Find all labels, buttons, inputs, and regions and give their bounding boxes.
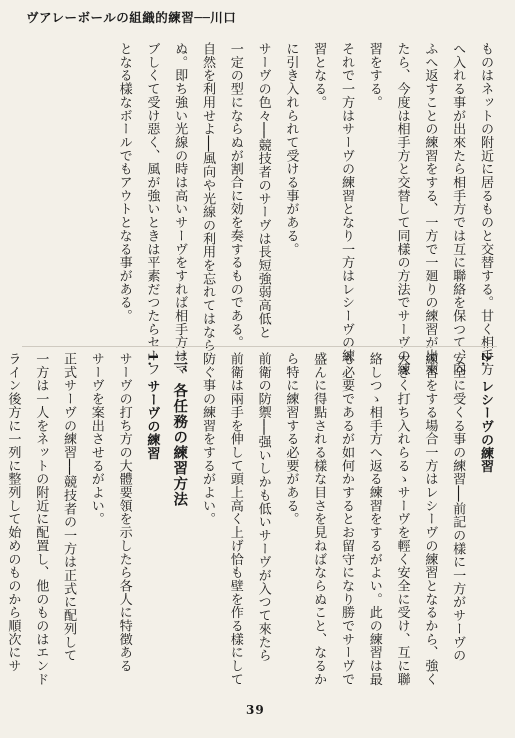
- text-line: ブしくて受け惡く、風が強いときは平素だつたらセーフ: [144, 42, 160, 376]
- upper-text-block: [39, 42, 499, 376]
- text-line: サーヴの色々──競技者のサーヴは長短強弱高低と: [255, 42, 271, 339]
- text-line: 前衛の防禦──强いしかも低いサーヴが入つて來たら: [255, 352, 271, 662]
- text-line: 習をする。: [366, 42, 382, 109]
- text-line: 盛んに得點される樣な目さを見ねばならぬこと、なるか: [311, 352, 327, 686]
- text-line: に引き入れられて受ける事がある。: [283, 42, 299, 256]
- text-line: へ入れる事が出來たら相手方では互に聯絡を保つて、向: [450, 42, 466, 376]
- column-divider: [22, 346, 497, 347]
- text-line: 一方は一人をネットの附近に配置し、他のものはエンド: [33, 352, 49, 686]
- text-line: となる樣なボールでもアウトとなる事がある。: [116, 42, 132, 323]
- text-line: たら、今度は相手方と交替して同樣の方法でサーヴの練: [394, 42, 410, 376]
- text-line: 一定の型にならぬが割合に効を奏するものである。: [227, 42, 243, 350]
- section-heading: 二、各任務の練習方法: [171, 352, 189, 507]
- page-number: 39: [246, 703, 265, 717]
- text-line: ものはネットの附近に居るものと交替する。甘く相手方: [478, 42, 493, 376]
- text-line: 絡しつゝ相手方へ返る練習をするがよい。此の練習は最: [366, 352, 382, 686]
- text-line: も必要であるが如何かするとお留守になり勝でサーヴで: [339, 352, 355, 686]
- text-line: 正式サーヴの練習──競技者の一方は正式に配列して: [61, 352, 77, 662]
- text-line: 前衛は兩手を伸して頭上高く上げ恰も壁を作る樣にして: [227, 352, 243, 686]
- text-line: 安全に受くる事の練習──前記の樣に一方がサーヴの: [450, 352, 466, 662]
- text-line: ふへ返すことの練習をする、一方で一廻りの練習が出來: [422, 42, 438, 376]
- text-line: サーヴの打ち方の大體要領を示したら各人に特徴ある: [116, 352, 132, 673]
- subsection-heading: 1. サーヴの練習: [144, 352, 160, 460]
- text-line: ら特に練習する必要がある。: [283, 352, 299, 526]
- text-line: 防ぐ事の練習をするがよい。: [200, 352, 216, 526]
- text-line: それで一方はサーヴの練習となり一方はレシーヴの練: [339, 42, 355, 363]
- subsection-heading: 2. レシーヴの練習: [478, 352, 493, 473]
- text-line: 大きく打ち入れらるゝサーヴを輕く安全に受け、互に聯: [394, 352, 410, 686]
- text-line: サーヴを案出させるがよい。: [88, 352, 104, 526]
- text-line: 習となる。: [311, 42, 327, 109]
- text-line: 自然を利用せよ──風向や光線の利用を忘れてはなら: [200, 42, 216, 352]
- text-line: ぬ。即ち強い光線の時は高いサーヴをすれば相手方はマ: [172, 42, 188, 376]
- running-header: ヴアレーボールの組織的練習──川口: [26, 10, 237, 25]
- lower-text-block: [5, 352, 499, 686]
- text-line: 練習をする場合一方はレシーヴの練習となるから、強く: [422, 352, 438, 686]
- text-line: ライン後方に一列に整列して始めのものから順次にサ: [5, 352, 21, 673]
